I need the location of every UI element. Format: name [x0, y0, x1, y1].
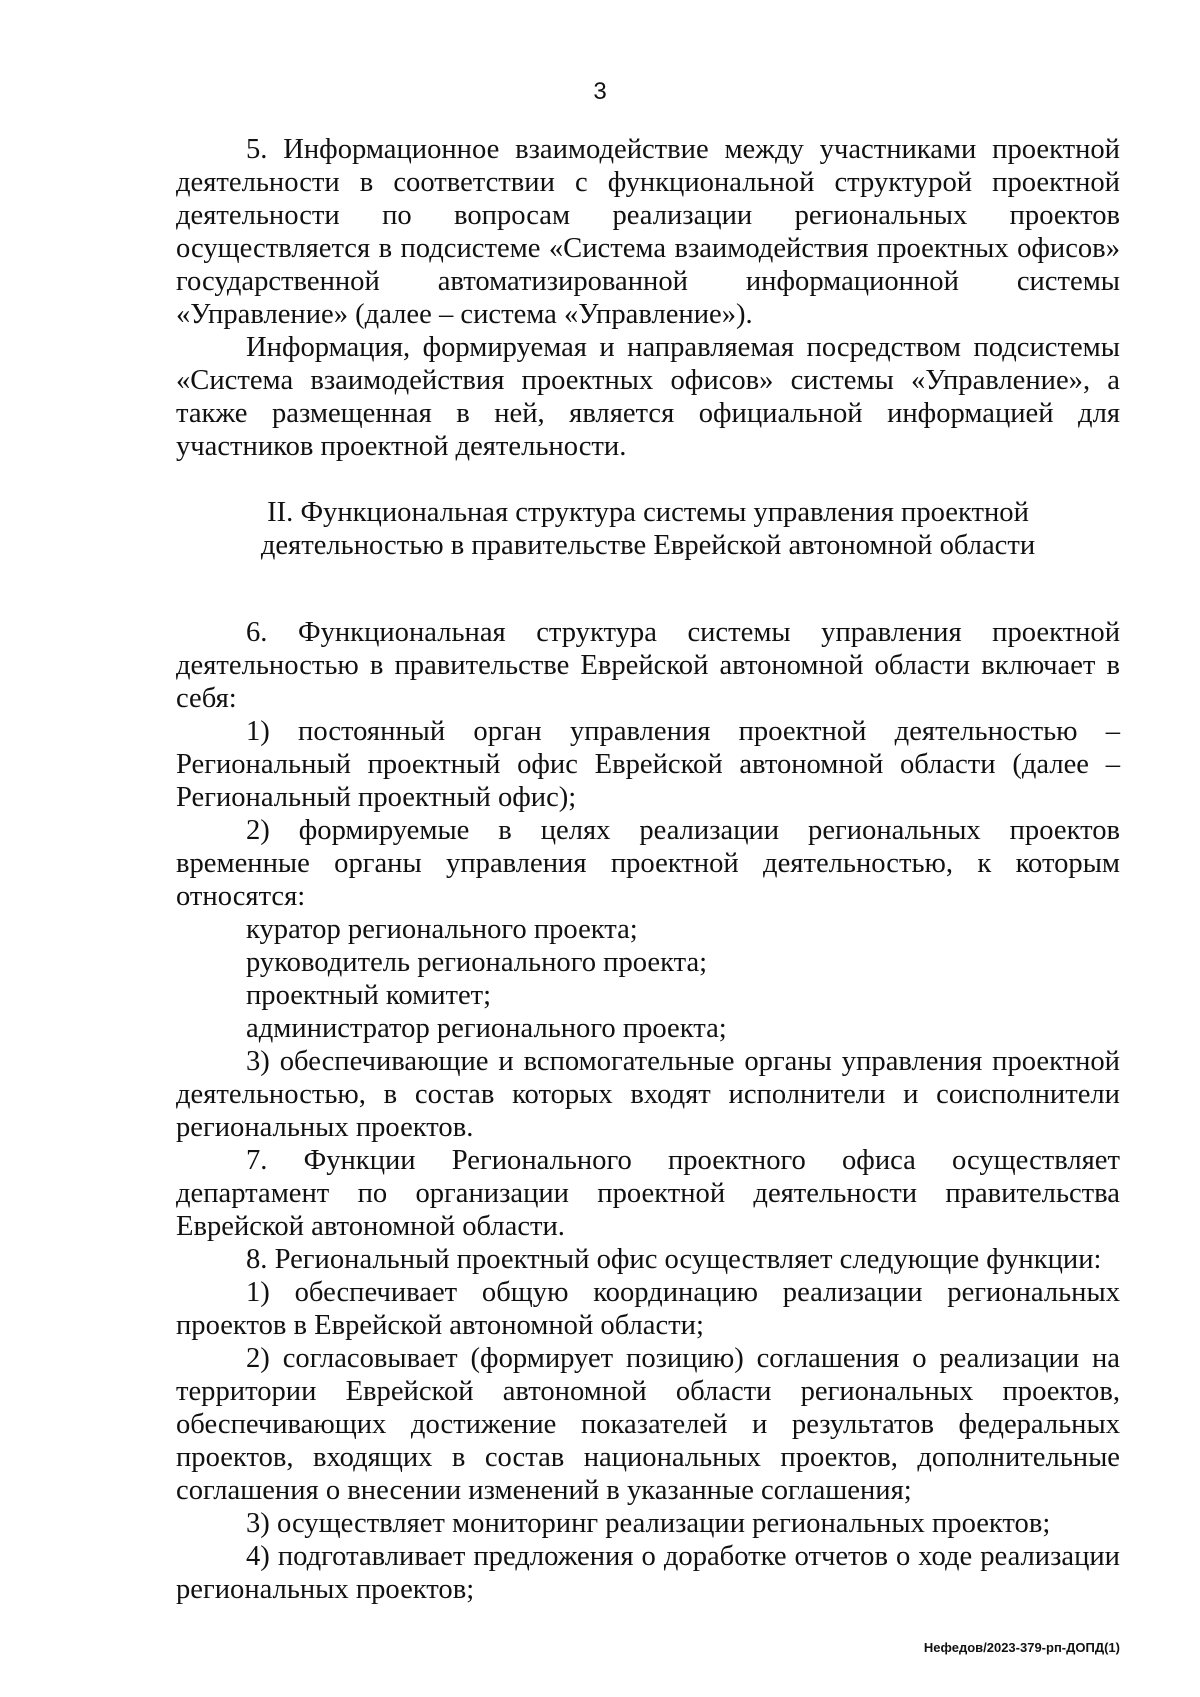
document-body — [176, 133, 1120, 1606]
section-heading-line-1: II. Функциональная структура системы управления проектной — [267, 497, 1029, 528]
list-item-6-1: 1) постоянный орган управления проектной деятельностью – Региональный проектный офис Еврейской автономной области (далее – Региональный проектный офис); — [176, 716, 1120, 813]
document-code-footer: Нефедов/2023-379-рп-ДОПД(1) — [923, 1640, 1120, 1655]
page-number: 3 — [593, 78, 607, 105]
list-item-8-4: 4) подготавливает предложения о доработке отчетов о ходе реализации региональных проектов; — [176, 1541, 1120, 1605]
list-item-6-2: 2) формируемые в целях реализации региональных проектов временные органы управления проектной деятельностью, к которым относятся: — [176, 815, 1120, 912]
paragraph-6: 6. Функциональная структура системы управления проектной деятельностью в правительстве Еврейской автономной области включает в себя: — [176, 617, 1120, 714]
list-subitem-curator: куратор регионального проекта; — [246, 914, 638, 945]
list-item-8-2: 2) согласовывает (формирует позицию) соглашения о реализации на территории Еврейской автономной области региональных проектов, обеспечивающих достижение показателей и результатов федеральных проектов, входящих в состав национальных проектов, дополнительные соглашения о внесении изменений в указанные соглашения; — [176, 1343, 1120, 1506]
section-heading — [176, 496, 1120, 562]
paragraph-official-information: Информация, формируемая и направляемая посредством подсистемы «Система взаимодействия проектных офисов» системы «Управление», а также размещенная в ней, является официальной информацией для участников проектной деятельности. — [176, 332, 1120, 462]
paragraph-5: 5. Информационное взаимодействие между участниками проектной деятельности в соответствии с функциональной структурой проектной деятельности по вопросам реализации региональных проектов осуществляется в подсистеме «Система взаимодействия проектных офисов» государственной автоматизированной информационной системы «Управление» (далее – система «Управление»). — [176, 134, 1120, 330]
list-subitem-administrator: администратор регионального проекта; — [246, 1013, 727, 1044]
list-item-8-1: 1) обеспечивает общую координацию реализации региональных проектов в Еврейской автономной области; — [176, 1277, 1120, 1341]
list-item-8-3: 3) осуществляет мониторинг реализации региональных проектов; — [246, 1508, 1051, 1539]
paragraph-7: 7. Функции Регионального проектного офиса осуществляет департамент по организации проектной деятельности правительства Еврейской автономной области. — [176, 1145, 1120, 1242]
paragraph-8: 8. Региональный проектный офис осуществляет следующие функции: — [246, 1244, 1102, 1275]
list-item-6-3: 3) обеспечивающие и вспомогательные органы управления проектной деятельностью, в состав которых входят исполнители и соисполнители региональных проектов. — [176, 1046, 1120, 1143]
list-subitem-project-committee: проектный комитет; — [246, 980, 492, 1011]
list-subitem-project-head: руководитель регионального проекта; — [246, 947, 708, 978]
section-heading-line-2: деятельностью в правительстве Еврейской автономной области — [260, 530, 1036, 561]
